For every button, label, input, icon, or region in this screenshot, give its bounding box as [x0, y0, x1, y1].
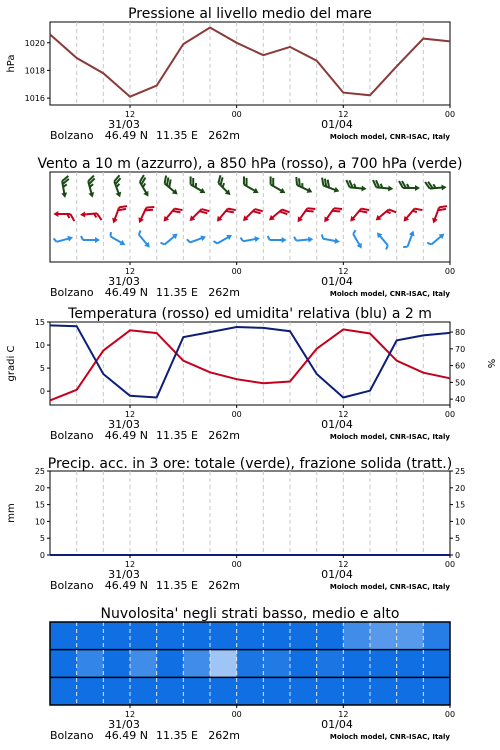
- wind-barb-shaft: [323, 239, 337, 241]
- station-lat: 46.49 N: [104, 286, 148, 299]
- wind-barb-head: [253, 188, 260, 196]
- humidity-line: [50, 325, 450, 397]
- cloud-cell: [50, 622, 77, 650]
- panel-frame: [50, 322, 450, 405]
- wind-barb: [239, 176, 262, 195]
- x-tick-label: 00: [444, 410, 456, 419]
- cloud-cell: [210, 622, 237, 650]
- wind-barb: [403, 229, 416, 249]
- y-tick-label: 10: [34, 517, 45, 527]
- wind-barb-feather: [161, 241, 165, 245]
- wind-barb-head: [143, 191, 151, 198]
- y-right-tick-label: 20: [455, 483, 466, 493]
- wind-barb: [322, 203, 342, 226]
- wind-barb-head: [334, 187, 341, 194]
- cloud-cell: [290, 650, 317, 678]
- wind-barb-shaft: [217, 237, 229, 244]
- cloud-cell: [157, 677, 184, 705]
- y-right-tick-label: 80: [455, 328, 466, 338]
- cloud-cell: [157, 622, 184, 650]
- wind-barb-feather: [70, 214, 74, 221]
- station-lon: 11.35 E: [156, 729, 198, 742]
- wind-barb-head: [110, 218, 117, 225]
- wind-barb-head: [61, 192, 68, 198]
- y-tick-label: 15: [34, 500, 45, 510]
- wind-barb-shaft: [57, 238, 71, 242]
- x-tick-label: 12: [338, 710, 349, 719]
- cloud-cell: [397, 650, 424, 678]
- wind-barb: [345, 180, 367, 192]
- cloud-cell: [370, 622, 397, 650]
- cloud-cell: [397, 622, 424, 650]
- wind-barb-shaft: [296, 239, 310, 240]
- wind-barb-head: [254, 235, 260, 242]
- x-tick-label: 00: [231, 710, 242, 719]
- station-elev: 262m: [208, 429, 240, 442]
- wind-barb: [161, 204, 182, 227]
- wind-barb: [53, 211, 74, 221]
- wind-barb: [266, 176, 289, 195]
- date-label: 01/04: [321, 275, 353, 288]
- wind-barb: [84, 176, 99, 199]
- cloud-cell: [237, 650, 264, 678]
- station-lat: 46.49 N: [104, 129, 148, 142]
- wind-barb-head: [136, 217, 144, 224]
- y-right-tick-label: 40: [455, 395, 466, 405]
- cloud-cell: [317, 622, 344, 650]
- wind-barb: [54, 234, 74, 246]
- cloud-cell: [77, 677, 104, 705]
- model-credit: Moloch model, CNR-ISAC, Italy: [329, 433, 450, 441]
- wind-barb: [399, 181, 420, 191]
- x-tick-label: 00: [444, 710, 456, 719]
- x-tick-label: 12: [124, 410, 136, 419]
- y-tick-label: 20: [34, 483, 45, 493]
- y-right-tick-label: 5: [455, 534, 461, 544]
- x-tick-label: 12: [338, 267, 349, 276]
- wind-barb: [430, 203, 447, 226]
- x-tick-label: 12: [124, 267, 136, 276]
- station-name: Bolzano: [50, 579, 94, 592]
- wind-barb: [160, 176, 183, 197]
- wind-barb-head: [116, 192, 123, 199]
- y-tick-label: 10: [34, 341, 45, 351]
- cloud-cell: [370, 650, 397, 678]
- x-tick-label: 00: [231, 110, 242, 119]
- cloud-cell: [263, 622, 290, 650]
- date-label: 31/03: [108, 568, 140, 581]
- wind-barb: [110, 175, 127, 198]
- station-elev: 262m: [208, 286, 240, 299]
- cloud-cell: [103, 622, 130, 650]
- wind-barb-head: [334, 238, 340, 245]
- panel-4: [50, 606, 455, 742]
- station-lat: 46.49 N: [104, 579, 148, 592]
- cloud-cell: [157, 650, 184, 678]
- wind-barb-head: [357, 243, 365, 250]
- panel-2: [6, 306, 496, 442]
- wind-barb: [427, 231, 446, 249]
- panel-0: [6, 6, 455, 142]
- panel-1: [37, 156, 462, 299]
- station-elev: 262m: [208, 729, 240, 742]
- wind-barb: [348, 204, 369, 227]
- wind-barb: [213, 175, 235, 197]
- wind-barb-feather: [321, 234, 324, 238]
- date-label: 01/04: [321, 118, 353, 131]
- wind-barb-shaft: [408, 233, 413, 246]
- wind-barb-feather: [81, 236, 83, 240]
- wind-barb-shaft: [139, 235, 148, 246]
- wind-barb: [136, 203, 154, 226]
- x-tick-label: 12: [338, 410, 349, 419]
- wind-barb-head: [388, 185, 394, 191]
- y-axis-label: hPa: [6, 54, 17, 73]
- cloud-cell: [50, 650, 77, 678]
- station-elev: 262m: [208, 129, 240, 142]
- y-axis-label: gradi C: [6, 345, 17, 382]
- model-credit: Moloch model, CNR-ISAC, Italy: [329, 733, 450, 741]
- y-tick-label: 1016: [24, 94, 45, 104]
- cloud-cell: [237, 622, 264, 650]
- wind-barb: [135, 175, 154, 198]
- wind-barb: [268, 236, 287, 243]
- chart-title: Temperatura (rosso) ed umidita' relativa (blu) a 2 m: [68, 306, 432, 322]
- wind-barb-feather: [54, 238, 57, 242]
- panel-frame: [50, 172, 450, 262]
- cloud-cell: [397, 677, 424, 705]
- wind-barb-head: [441, 184, 447, 190]
- wind-barb: [186, 176, 209, 195]
- wind-barb: [214, 232, 234, 248]
- x-tick-label: 12: [124, 710, 136, 719]
- wind-barb-head: [226, 232, 233, 240]
- cloud-cell: [103, 677, 130, 705]
- wind-barb-head: [430, 218, 437, 225]
- wind-barb-head: [282, 237, 287, 243]
- cloud-cell: [423, 622, 450, 650]
- wind-barb: [401, 204, 422, 227]
- cloud-cell: [130, 650, 157, 678]
- wind-barb-shaft: [165, 236, 176, 245]
- wind-barb-shaft: [243, 239, 257, 241]
- wind-barb-shaft: [353, 234, 360, 246]
- y-right-axis-label: %: [485, 358, 496, 369]
- station-lon: 11.35 E: [156, 286, 198, 299]
- cloud-cell: [50, 677, 77, 705]
- wind-barb: [425, 180, 447, 192]
- cloud-cell: [210, 650, 237, 678]
- wind-barb-feather: [187, 239, 190, 243]
- x-tick-label: 00: [444, 267, 456, 276]
- cloud-cell: [77, 622, 104, 650]
- x-tick-label: 12: [124, 560, 136, 569]
- cloud-cell: [183, 650, 210, 678]
- station-name: Bolzano: [50, 429, 94, 442]
- cloud-cell: [183, 677, 210, 705]
- y-right-tick-label: 50: [455, 378, 466, 388]
- wind-barb-shaft: [111, 237, 123, 244]
- wind-barb: [240, 234, 260, 244]
- wind-barb: [187, 204, 209, 226]
- y-tick-label: 5: [39, 534, 45, 544]
- wind-barb: [321, 234, 341, 244]
- wind-barb-head: [119, 240, 126, 248]
- wind-barb: [58, 176, 71, 198]
- cloud-cell: [343, 650, 370, 678]
- wind-barb-shaft: [379, 235, 388, 246]
- wind-barb: [187, 233, 207, 246]
- wind-barb-head: [409, 230, 416, 237]
- cloud-cell: [343, 622, 370, 650]
- station-lat: 46.49 N: [104, 729, 148, 742]
- wind-barb: [292, 177, 315, 195]
- y-right-tick-label: 0: [455, 551, 461, 560]
- wind-barb-feather: [294, 237, 296, 241]
- wind-barb: [81, 236, 100, 243]
- y-right-tick-label: 15: [455, 500, 466, 510]
- y-right-tick-label: 70: [455, 344, 466, 354]
- station-lon: 11.35 E: [156, 579, 198, 592]
- wind-barb-head: [307, 187, 314, 195]
- station-lon: 11.35 E: [156, 429, 198, 442]
- cloud-cell: [290, 622, 317, 650]
- cloud-cell: [263, 650, 290, 678]
- date-label: 01/04: [321, 418, 353, 431]
- wind-barb-head: [200, 234, 207, 241]
- wind-barb: [110, 203, 127, 226]
- wind-barb: [350, 230, 366, 250]
- y-right-tick-label: 60: [455, 361, 466, 371]
- station-lat: 46.49 N: [104, 429, 148, 442]
- x-tick-label: 12: [338, 110, 349, 119]
- wind-barb-head: [80, 211, 86, 217]
- cloud-cell: [423, 677, 450, 705]
- y-tick-label: 0: [39, 551, 45, 560]
- y-tick-label: 1020: [24, 38, 45, 48]
- date-label: 31/03: [108, 718, 140, 731]
- wind-barb: [294, 235, 314, 244]
- wind-barb-head: [199, 188, 206, 196]
- y-tick-label: 5: [39, 364, 45, 374]
- y-tick-label: 1018: [24, 66, 45, 76]
- cloud-cell: [210, 677, 237, 705]
- y-tick-label: 0: [39, 387, 45, 397]
- cloud-cell: [290, 677, 317, 705]
- chart-title: Nuvolosita' negli strati basso, medio e alto: [100, 606, 400, 622]
- cloud-cell: [317, 677, 344, 705]
- wind-barb: [295, 203, 315, 226]
- x-tick-label: 00: [444, 560, 456, 569]
- cloud-cell: [130, 622, 157, 650]
- cloud-cell: [183, 622, 210, 650]
- wind-barb-head: [67, 235, 73, 242]
- temperature-line: [50, 329, 450, 400]
- model-credit: Moloch model, CNR-ISAC, Italy: [329, 583, 450, 591]
- wind-barb-feather: [97, 213, 102, 220]
- y-right-tick-label: 10: [455, 517, 466, 527]
- panel-frame: [50, 22, 450, 105]
- x-tick-label: 00: [231, 410, 242, 419]
- cloud-cell: [263, 677, 290, 705]
- wind-barb: [135, 231, 153, 250]
- x-tick-label: 12: [124, 110, 136, 119]
- chart-title: Pressione al livello medio del mare: [128, 6, 372, 22]
- y-right-tick-label: 25: [455, 467, 466, 476]
- wind-barb: [107, 232, 127, 248]
- station-name: Bolzano: [50, 286, 94, 299]
- chart-title: Vento a 10 m (azzurro), a 850 hPa (rosso), a 700 hPa (verde): [37, 156, 463, 172]
- date-label: 01/04: [321, 718, 353, 731]
- wind-barb: [319, 178, 342, 195]
- wind-barb: [374, 205, 397, 226]
- wind-barb-shaft: [431, 236, 442, 245]
- wind-barb: [374, 230, 392, 249]
- x-tick-label: 00: [444, 110, 456, 119]
- date-label: 01/04: [321, 568, 353, 581]
- wind-barb: [80, 210, 102, 222]
- date-label: 31/03: [108, 275, 140, 288]
- y-tick-label: 25: [34, 467, 45, 476]
- cloud-cell: [370, 677, 397, 705]
- model-credit: Moloch model, CNR-ISAC, Italy: [329, 133, 450, 141]
- wind-barb-feather: [385, 245, 389, 249]
- x-tick-label: 12: [338, 560, 349, 569]
- x-tick-label: 00: [231, 267, 242, 276]
- station-name: Bolzano: [50, 729, 94, 742]
- wind-barb-feather: [352, 230, 356, 234]
- y-tick-label: 15: [34, 318, 45, 327]
- wind-barb-head: [95, 237, 100, 243]
- model-credit: Moloch model, CNR-ISAC, Italy: [329, 290, 450, 298]
- cloud-cell: [77, 650, 104, 678]
- wind-barb: [215, 204, 236, 227]
- chart-title: Precip. acc. in 3 ore: totale (verde), frazione solida (tratt.): [47, 456, 453, 472]
- x-tick-label: 00: [231, 560, 242, 569]
- wind-barb: [241, 204, 263, 226]
- wind-barb-head: [88, 192, 95, 198]
- station-elev: 262m: [208, 579, 240, 592]
- wind-barb: [267, 205, 290, 226]
- cloud-cell: [423, 650, 450, 678]
- wind-barb-feather: [214, 240, 218, 244]
- wind-barb: [161, 231, 180, 249]
- cloud-cell: [237, 677, 264, 705]
- cloud-cell: [103, 650, 130, 678]
- wind-barb-feather: [138, 231, 142, 235]
- wind-barb-head: [53, 211, 58, 217]
- wind-barb-head: [415, 185, 420, 191]
- station-lon: 11.35 E: [156, 129, 198, 142]
- cloud-cell: [317, 650, 344, 678]
- wind-barb-head: [361, 185, 367, 191]
- wind-barb: [372, 180, 394, 192]
- pressure-line: [50, 28, 450, 97]
- wind-barb-head: [279, 188, 286, 196]
- panel-frame: [50, 471, 450, 555]
- wind-barb-feather: [403, 245, 407, 248]
- cloud-cell: [130, 677, 157, 705]
- wind-barb-head: [308, 236, 314, 242]
- wind-barb-feather: [427, 241, 431, 245]
- panel-3: [6, 456, 465, 592]
- date-label: 31/03: [108, 118, 140, 131]
- date-label: 31/03: [108, 418, 140, 431]
- wind-barb-feather: [268, 236, 270, 240]
- cloud-cell: [343, 677, 370, 705]
- station-name: Bolzano: [50, 129, 94, 142]
- wind-barb-feather: [109, 232, 113, 236]
- wind-barb-feather: [240, 237, 243, 241]
- wind-barb-shaft: [190, 238, 203, 243]
- y-axis-label: mm: [6, 503, 17, 523]
